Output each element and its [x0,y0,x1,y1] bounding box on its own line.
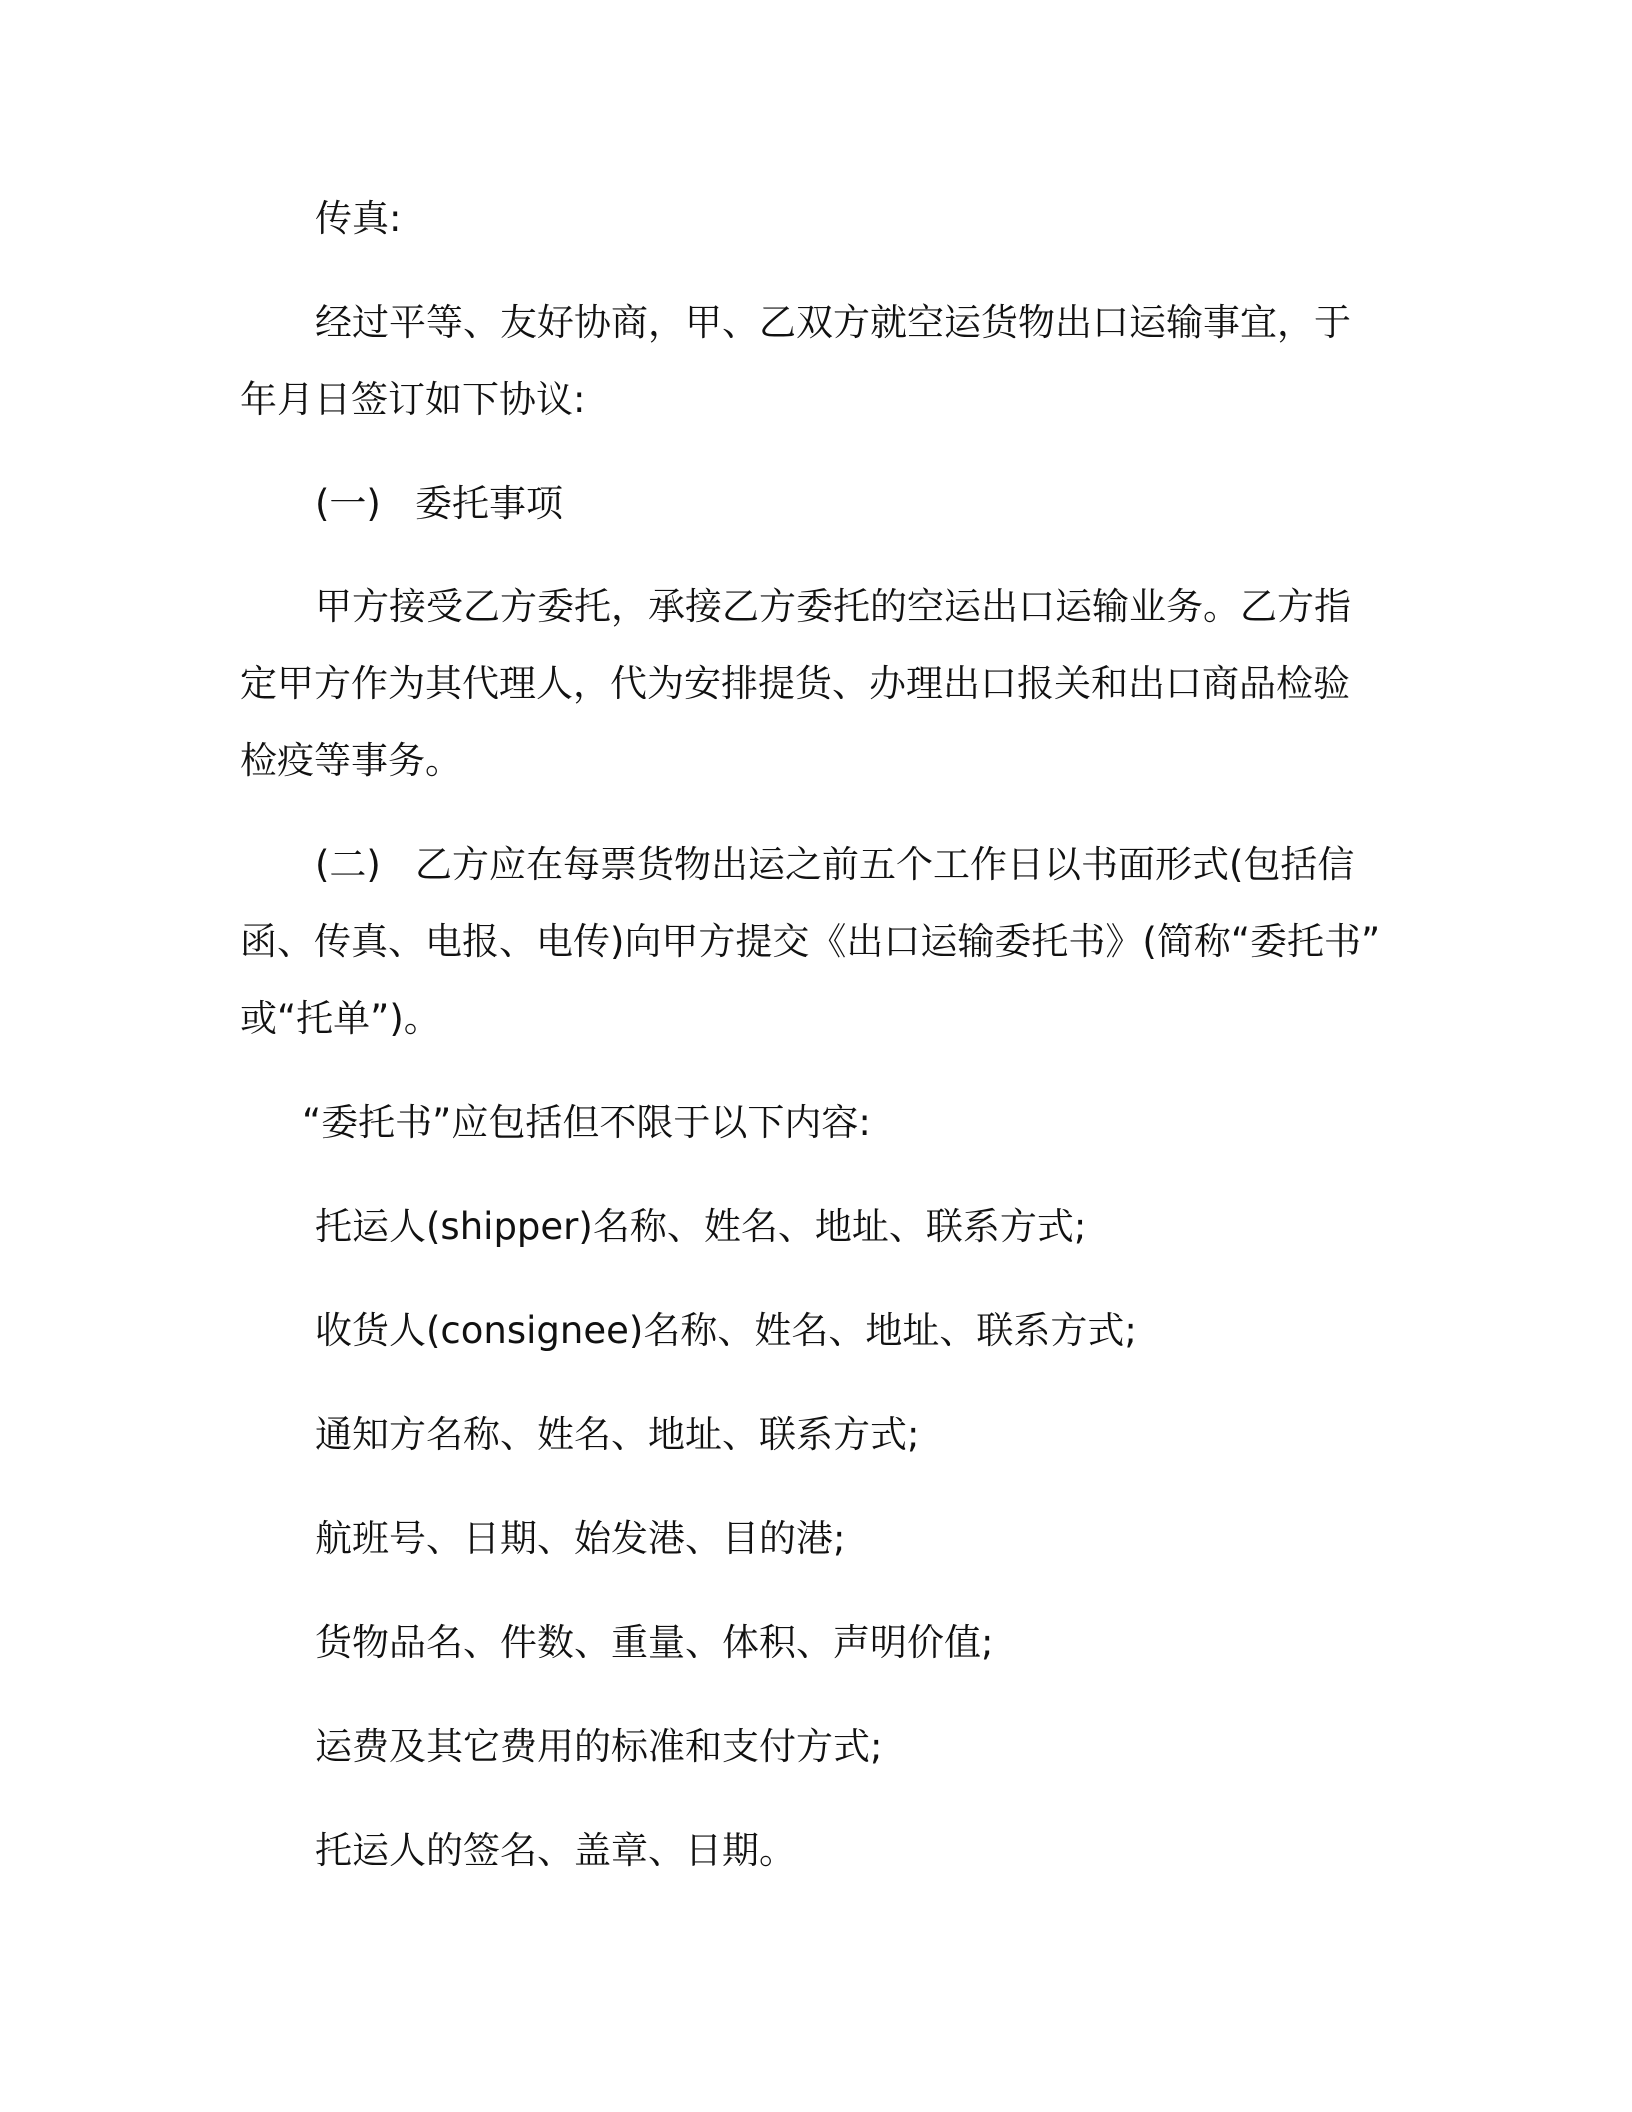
section-1-body-line-3: 检疫等事务。 [240,739,462,782]
fax-line: 传真: [315,197,402,240]
list-item: 托运人(shipper)名称、姓名、地址、联系方式; [315,1205,1087,1248]
intro-line-2: 年月日签订如下协议: [240,378,586,421]
section-1-heading [240,465,1420,542]
section-1-body-line-2: 定甲方作为其代理人，代为安排提货、办理出口报关和出口商品检验 [240,662,1350,705]
list-item: 通知方名称、姓名、地址、联系方式; [315,1413,920,1456]
section-2-line-1 [240,826,1420,903]
intro-line-1: 经过平等、友好协商，甲、乙双方就空运货物出口运输事宜，于 [315,301,1351,344]
section-1-number: (一) [315,482,381,525]
section-2-number: (二) [315,843,381,886]
section-2-line-2: 函、传真、电报、电传)向甲方提交《出口运输委托书》(简称“委托书” [240,920,1381,963]
contents-intro: “委托书”应包括但不限于以下内容: [302,1101,871,1144]
section-1-title: 委托事项 [415,482,563,525]
document-page [240,180,1420,1889]
section-1-body-line-1: 甲方接受乙方委托，承接乙方委托的空运出口运输业务。乙方指 [315,585,1351,628]
list-item: 运费及其它费用的标准和支付方式; [315,1725,883,1768]
list-item: 航班号、日期、始发港、目的港; [315,1517,846,1560]
section-2-line-1-text: 乙方应在每票货物出运之前五个工作日以书面形式(包括信 [415,843,1355,886]
list-item: 货物品名、件数、重量、体积、声明价值; [315,1621,994,1664]
list-item: 托运人的签名、盖章、日期。 [315,1829,796,1872]
list-item: 收货人(consignee)名称、姓名、地址、联系方式; [315,1309,1137,1352]
section-2-line-3: 或“托单”)。 [240,997,441,1040]
